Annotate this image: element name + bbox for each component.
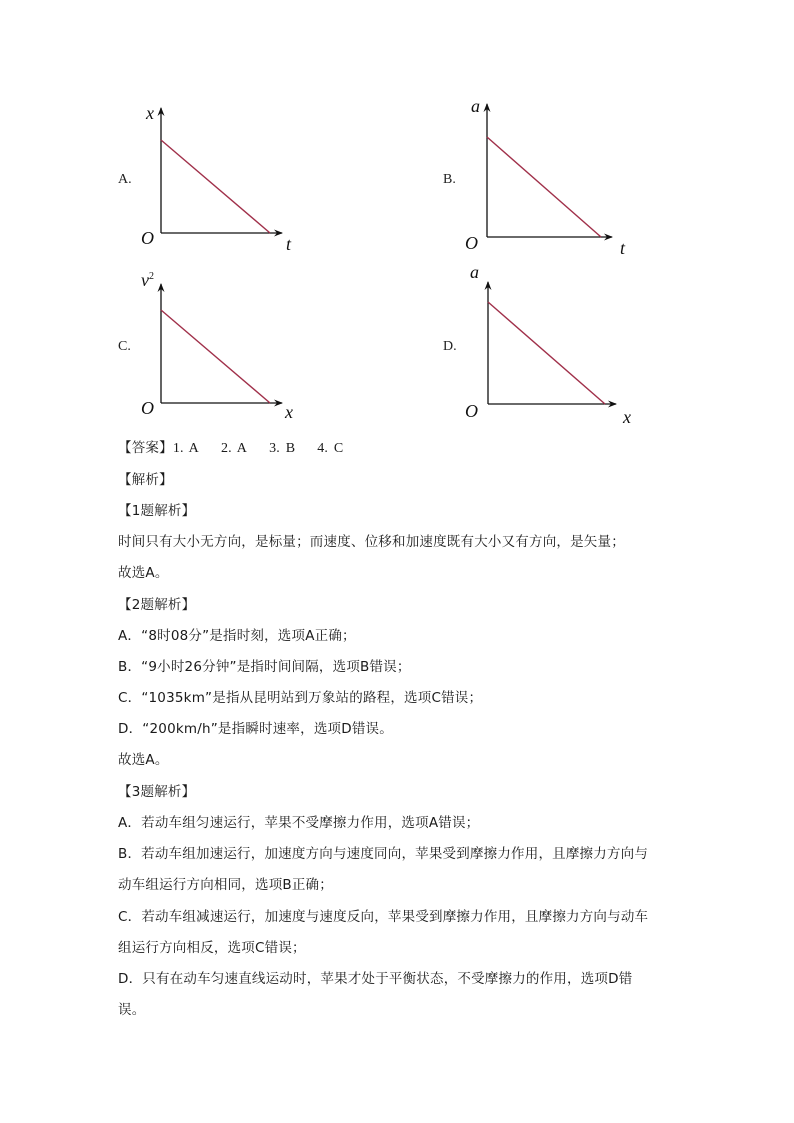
graph-c-y-label xyxy=(141,270,154,290)
graph-c-line xyxy=(161,310,270,403)
section-3-title: 【3题解析】 xyxy=(118,784,196,800)
answer-item-4: 4. C xyxy=(317,441,344,456)
graph-a-line xyxy=(161,140,270,233)
section-2-line-3: C．“1035km”是指从昆明站到万象站的路程，选项C错误； xyxy=(118,690,483,706)
section-1-title: 【1题解析】 xyxy=(118,503,196,519)
section-1-line-2: 故选A。 xyxy=(118,565,169,581)
graph-c-y-label-sup: 2 xyxy=(149,271,154,282)
analysis-header: 【解析】 xyxy=(118,472,173,488)
section-3-line-1: A．若动车组匀速运行，苹果不受摩擦力作用，选项A错误； xyxy=(118,815,480,831)
section-2-title: 【2题解析】 xyxy=(118,597,196,613)
section-2-line-4: D．“200km/h”是指瞬时速率，选项D错误。 xyxy=(118,721,393,737)
section-3-line-2: B．若动车组加速运行，加速度方向与速度同向，苹果受到摩擦力作用，且摩擦力方向与 xyxy=(118,846,649,862)
option-label-c: C. xyxy=(118,339,131,354)
graph-d-x-label: x xyxy=(623,407,631,427)
graph-a-x-label: t xyxy=(286,234,292,254)
graph-b-x-label: t xyxy=(620,238,626,258)
graph-d-origin: O xyxy=(465,401,478,421)
section-3-line-5: 组运行方向相反，选项C错误； xyxy=(118,940,306,956)
graph-a-y-label: x xyxy=(146,103,154,123)
option-label-b: B. xyxy=(443,172,456,187)
graph-b-line xyxy=(487,137,601,237)
graph-d-line xyxy=(488,302,605,404)
answer-label: 【答案】 xyxy=(118,440,173,456)
section-2-line-1: A．“8时08分”是指时刻，选项A正确； xyxy=(118,628,356,644)
section-2-line-2: B．“9小时26分钟”是指时间间隔，选项B错误； xyxy=(118,659,411,675)
answer-item-1: 1. A xyxy=(172,441,199,456)
graph-b-y-label: a xyxy=(471,96,480,116)
graph-c-origin: O xyxy=(141,398,154,418)
graph-b-origin: O xyxy=(465,233,478,253)
graph-d-y-label: a xyxy=(470,262,479,282)
graph-c-x-label: x xyxy=(285,402,293,422)
option-label-a: A. xyxy=(118,172,132,187)
section-1-line-1: 时间只有大小无方向，是标量；而速度、位移和加速度既有大小又有方向，是矢量； xyxy=(118,534,625,550)
section-2-line-5: 故选A。 xyxy=(118,752,169,768)
graph-a-origin: O xyxy=(141,228,154,248)
section-3-line-6: D．只有在动车匀速直线运动时，苹果才处于平衡状态，不受摩擦力的作用，选项D错 xyxy=(118,971,633,987)
answer-item-3: 3. B xyxy=(269,441,296,456)
graph-c-y-label-base: v xyxy=(141,270,149,290)
answer-item-2: 2. A xyxy=(220,441,248,456)
answer-line xyxy=(118,436,365,457)
section-3-line-7: 误。 xyxy=(118,1002,146,1018)
section-3-line-4: C．若动车组减速运行，加速度与速度反向，苹果受到摩擦力作用，且摩擦力方向与动车 xyxy=(118,909,649,925)
section-3-line-3: 动车组运行方向相同，选项B正确； xyxy=(118,877,333,893)
option-label-d: D. xyxy=(443,339,457,354)
